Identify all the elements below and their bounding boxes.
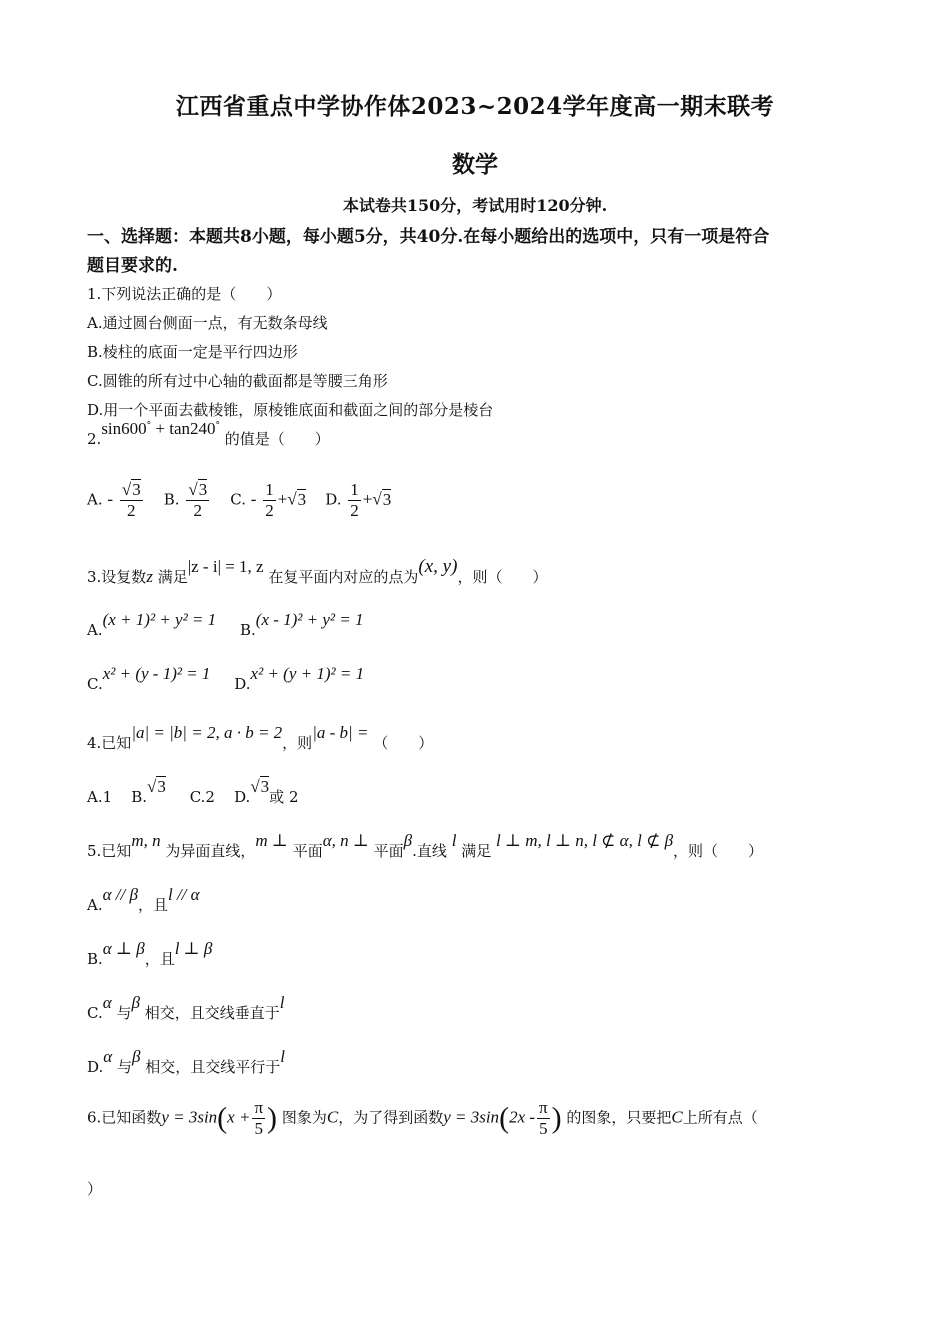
q2-stem bbox=[87, 419, 330, 449]
q4-d-tail: 或 2 bbox=[269, 788, 299, 806]
q3-a-equation: (x + 1)² + y² = 1 bbox=[102, 610, 217, 629]
q2-tail: 的值是（ ） bbox=[224, 430, 330, 448]
q5-a-mid: ，且 bbox=[137, 896, 168, 914]
q5-d-with: 与 bbox=[116, 1058, 132, 1076]
q5-c-l: l bbox=[279, 993, 285, 1012]
q5-text3: 满足 bbox=[461, 842, 492, 860]
q6-number: 6.已知函数 bbox=[87, 1108, 162, 1127]
q3-stem bbox=[87, 556, 548, 588]
q4-options bbox=[87, 777, 299, 807]
q3-condition: |z - i| = 1, z bbox=[187, 557, 264, 576]
q5-option-c bbox=[87, 993, 285, 1023]
q6-func1-lparen: ( bbox=[217, 1101, 228, 1135]
q2-c-minus: - bbox=[250, 489, 257, 509]
q2-c-sqrt: √3 bbox=[287, 489, 307, 509]
q2-d-plus: + bbox=[362, 489, 373, 509]
q3-d-label: D. bbox=[234, 675, 251, 693]
q3-satisfy: 满足 bbox=[157, 568, 188, 586]
q3-options-cd bbox=[87, 664, 365, 694]
q2-c-label: C. bbox=[230, 490, 246, 509]
q4-tail: （ ） bbox=[373, 734, 434, 752]
q3-b-equation: (x - 1)² + y² = 1 bbox=[255, 610, 364, 629]
q5-d-label: D. bbox=[87, 1058, 104, 1076]
q3-c-equation: x² + (y - 1)² = 1 bbox=[102, 664, 211, 683]
exam-subject: 数学 bbox=[452, 151, 498, 178]
q5-mn: m, n bbox=[131, 831, 161, 850]
q2-a-fraction: $\frac{√3}{2}$ bbox=[121, 480, 141, 520]
q5-a-math2: l // α bbox=[167, 885, 200, 904]
section-heading: 一、选择题：本题共8小题，每小题5分，共40分.在每小题给出的选项中，只有一项是符合 bbox=[87, 227, 770, 247]
q1-option-d: D.用一个平面去截棱锥，原棱锥底面和截面之间的部分是棱台 bbox=[87, 401, 494, 419]
q5-number: 5.已知 bbox=[87, 842, 132, 860]
q5-b-mid: ，且 bbox=[144, 950, 175, 968]
q6-stem bbox=[87, 1098, 758, 1139]
q5-d-text: 相交，且交线平行于 bbox=[145, 1058, 281, 1076]
q5-d-alpha: α bbox=[103, 1047, 113, 1066]
q5-plane1: 平面 bbox=[292, 842, 323, 860]
q6-func2-left: y = 3sin bbox=[443, 1107, 500, 1127]
q6-func2-lparen: ( bbox=[499, 1101, 510, 1135]
q5-c-text: 相交，且交线垂直于 bbox=[144, 1004, 280, 1022]
q1-stem: 1.下列说法正确的是（ ） bbox=[87, 285, 282, 303]
q4-option-a: A.1 bbox=[87, 788, 113, 806]
q5-c-with: 与 bbox=[116, 1004, 132, 1022]
q4-d-sqrt: √3 bbox=[250, 777, 270, 796]
q2-c-fraction: $\frac{1}{2}$ bbox=[265, 480, 274, 520]
q5-c-label: C. bbox=[87, 1004, 103, 1022]
q3-mid: 在复平面内对应的点为 bbox=[268, 568, 419, 586]
q2-expr-tan: + tan240 bbox=[151, 419, 216, 438]
q2-a-label: A. bbox=[87, 490, 103, 509]
q5-text2: .直线 bbox=[412, 842, 447, 860]
q5-d-beta: β bbox=[132, 1047, 141, 1066]
q5-b-math: α ⊥ β bbox=[102, 939, 145, 958]
q2-expr-sin: sin600 bbox=[101, 419, 147, 438]
q3-tail: ，则（ ） bbox=[457, 568, 548, 586]
exam-info: 本试卷共150分，考试用时120分钟. bbox=[342, 196, 608, 215]
q2-c-plus: + bbox=[277, 489, 288, 509]
q6-text1: 图象为 bbox=[281, 1108, 327, 1127]
q5-option-b bbox=[87, 939, 213, 969]
q2-b-label: B. bbox=[163, 490, 180, 509]
q6-text3: 的图象，只要把 bbox=[566, 1108, 672, 1127]
q5-plane2: 平面 bbox=[373, 842, 404, 860]
q3-z: z bbox=[146, 567, 153, 586]
q6-curve-c-2: C bbox=[671, 1107, 683, 1127]
q3-b-label: B. bbox=[239, 621, 256, 639]
q5-a-label: A. bbox=[87, 896, 103, 914]
q1-option-c: C.圆锥的所有过中心轴的截面都是等腰三角形 bbox=[87, 372, 388, 390]
q2-d-label: D. bbox=[325, 490, 342, 509]
q5-c-beta: β bbox=[131, 993, 140, 1012]
q4-condition: |a| = |b| = 2, a · b = 2 bbox=[131, 723, 283, 742]
q6-func1-fraction: $\frac{\pi}{5}$ bbox=[254, 1098, 264, 1138]
q5-b-math2: l ⊥ β bbox=[174, 939, 213, 958]
q2-options bbox=[87, 480, 391, 521]
q4-d-label: D. bbox=[234, 788, 251, 806]
q2-b-fraction: $\frac{√3}{2}$ bbox=[188, 480, 208, 520]
q4-then: ，则 bbox=[282, 734, 313, 752]
q2-d-sqrt: √3 bbox=[372, 489, 392, 509]
q4-stem bbox=[87, 723, 434, 753]
q6-close: ） bbox=[87, 1180, 103, 1198]
q5-a-math: α // β bbox=[102, 885, 138, 904]
q6-func1-x: x + bbox=[227, 1107, 251, 1127]
q2-number: 2. bbox=[87, 430, 102, 448]
q3-number: 3.设复数 bbox=[87, 568, 147, 586]
q3-point: (x, y) bbox=[418, 556, 458, 577]
q5-option-d bbox=[87, 1047, 285, 1077]
q2-degree: ° bbox=[146, 421, 152, 431]
q5-m-perp: m ⊥ bbox=[255, 831, 288, 850]
q6-func2-rparen: ) bbox=[551, 1101, 562, 1135]
q5-l: l bbox=[451, 831, 457, 850]
q6-func2-x: 2x - bbox=[509, 1107, 536, 1127]
section-heading-cont: 题目要求的. bbox=[87, 256, 178, 276]
q5-c-alpha: α bbox=[102, 993, 112, 1012]
q3-options-ab bbox=[87, 610, 364, 640]
q5-stem bbox=[87, 831, 764, 861]
q5-text1: 为异面直线， bbox=[165, 842, 256, 860]
q5-option-a bbox=[87, 885, 200, 915]
q6-text4: 上所有点（ bbox=[682, 1108, 758, 1127]
q1-option-a: A.通过圆台侧面一点，有无数条母线 bbox=[87, 314, 328, 332]
q6-func1-left: y = 3sin bbox=[161, 1107, 218, 1127]
q6-curve-c: C bbox=[326, 1107, 339, 1127]
q3-c-label: C. bbox=[87, 675, 103, 693]
q2-degree-2: ° bbox=[215, 421, 221, 431]
q3-a-label: A. bbox=[87, 621, 103, 639]
q5-beta: β bbox=[403, 831, 413, 850]
q1-option-b: B.棱柱的底面一定是平行四边形 bbox=[87, 343, 298, 361]
q3-d-equation: x² + (y + 1)² = 1 bbox=[250, 664, 365, 683]
q4-b-sqrt: √3 bbox=[147, 777, 166, 796]
q6-func2-fraction: $\frac{\pi}{5}$ bbox=[539, 1098, 548, 1138]
q6-text2: ，为了得到函数 bbox=[338, 1108, 444, 1127]
q2-d-fraction: $\frac{1}{2}$ bbox=[350, 480, 359, 520]
q4-option-c: C.2 bbox=[189, 788, 215, 806]
q4-number: 4.已知 bbox=[87, 734, 132, 752]
q5-condition: l ⊥ m, l ⊥ n, l ⊄ α, l ⊄ β bbox=[496, 831, 674, 850]
q6-func1-rparen: ) bbox=[267, 1101, 278, 1135]
exam-title: 江西省重点中学协作体2023~2024学年度高一期末联考 bbox=[175, 93, 775, 120]
q2-a-minus: - bbox=[107, 489, 114, 509]
q5-tail: ，则（ ） bbox=[673, 842, 764, 860]
q5-d-l: l bbox=[280, 1047, 285, 1066]
q5-alpha-n-perp: α, n ⊥ bbox=[322, 831, 369, 850]
q4-ask: |a - b| = bbox=[312, 723, 369, 742]
q4-b-label: B. bbox=[131, 788, 148, 806]
q5-b-label: B. bbox=[87, 950, 103, 968]
